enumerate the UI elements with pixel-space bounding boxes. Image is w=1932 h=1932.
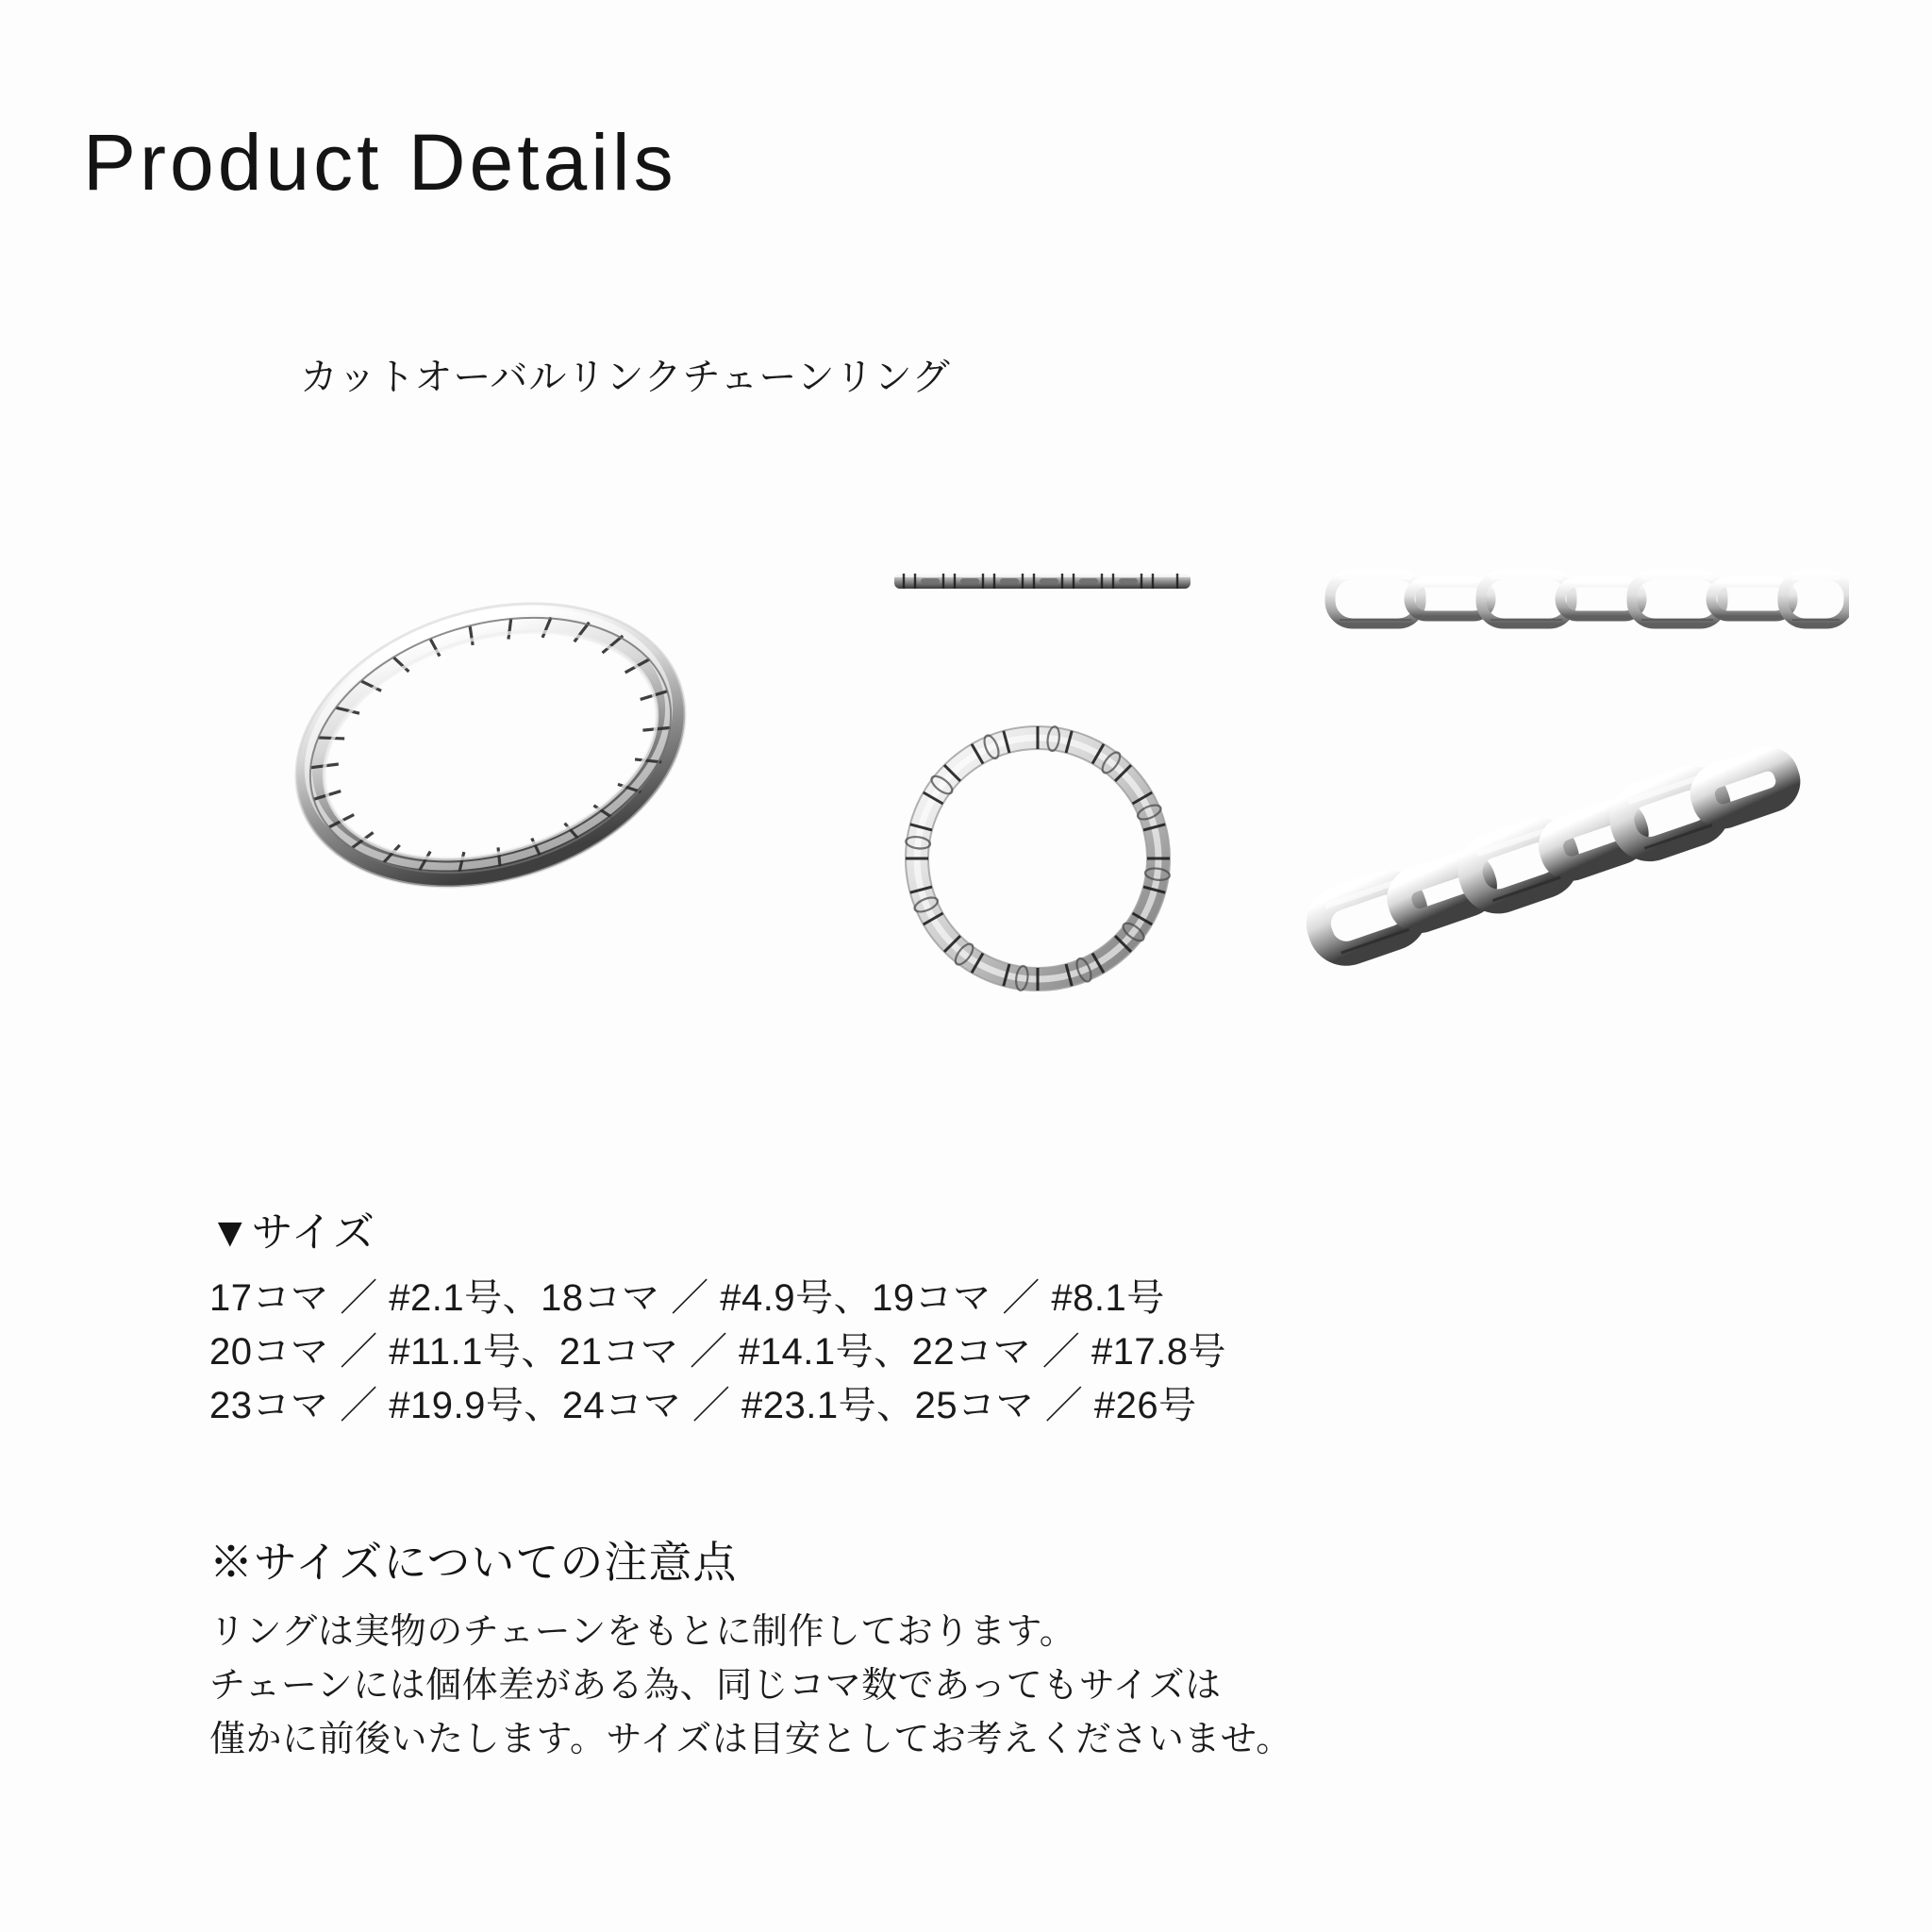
size-heading: ▼サイズ [209,1209,376,1256]
chain-perspective-icon [1302,745,1849,991]
size-line: 20コマ ／ #11.1号、21コマ ／ #14.1号、22コマ ／ #17.8号 [209,1330,1226,1373]
size-section [209,1198,1530,1432]
product-image-gallery [142,528,1802,1057]
product-image-ring-perspective [198,547,783,943]
size-notes-heading: ※サイズについての注意点 [209,1538,738,1587]
ring-edge-icon [887,547,1198,632]
size-line: 17コマ ／ #2.1号、18コマ ／ #4.9号、19コマ ／ #8.1号 [209,1277,1165,1319]
product-image-ring-top [877,698,1198,1019]
size-notes-line: 僅かに前後いたします。サイズは目安としてお考えくださいませ。 [209,1720,1292,1759]
product-image-chain-detail-flat [1321,547,1849,651]
product-image-ring-edge [887,547,1198,632]
product-image-chain-detail-perspective [1302,745,1849,991]
size-notes-line: チェーンには個体差がある為、同じコマ数であってもサイズは [209,1666,1222,1706]
chain-flat-icon [1321,547,1849,651]
page-title: Product Details [83,118,677,208]
product-name: カットオーバルリンクチェーンリング [300,357,951,398]
size-notes-line: リングは実物のチェーンをもとに制作しております。 [209,1612,1076,1652]
ring-top-icon [877,698,1198,1019]
size-line: 23コマ ／ #19.9号、24コマ ／ #23.1号、25コマ ／ #26号 [209,1384,1197,1426]
ring-perspective-icon [198,547,783,943]
size-notes-section [209,1528,1530,1767]
